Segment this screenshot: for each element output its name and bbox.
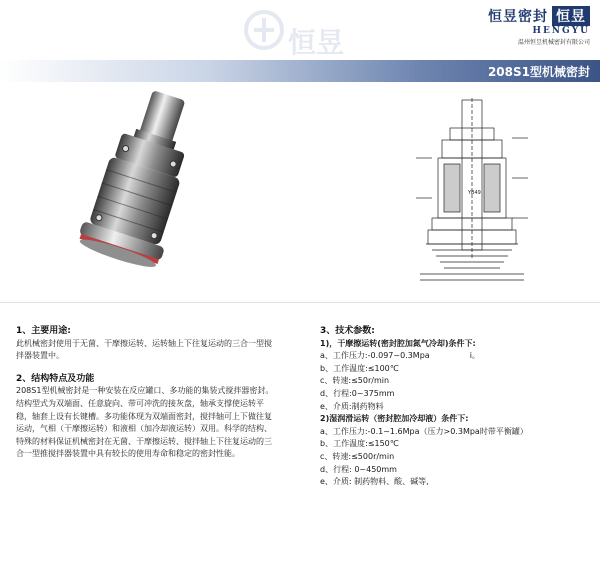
brand-name-en: HENGYU <box>532 26 590 36</box>
dry-spec-item: a、工作压力:-0.097~0.3Mpa i。 <box>320 351 480 361</box>
features-heading: 2、结构特点及功能 <box>16 373 95 384</box>
product-photo <box>62 88 212 288</box>
usage-heading: 1、主要用途: <box>16 326 71 336</box>
dry-condition-heading: 1)，干摩擦运转(密封腔加氮气冷却)条件下: <box>320 338 476 348</box>
svg-text:恒昱: 恒昱 <box>288 26 345 59</box>
wet-spec-item: a、工作压力:-0.1~1.6Mpa（压力>0.3Mpa时带平衡罐） <box>320 426 528 436</box>
title-bar <box>0 60 600 82</box>
page-header <box>0 0 600 59</box>
usage-text: 此机械密封使用于无菌、干摩擦运转、运转轴上下往复运动的三合一型搅拌器装置中。 <box>16 338 272 361</box>
specs-heading: 3、技术参数: <box>320 326 375 336</box>
dry-spec-item: c、转速:≤50r/min <box>320 376 390 386</box>
brand-tag: 恒昱 <box>552 6 590 26</box>
brand-name-cn: 恒昱密封 <box>488 9 548 25</box>
product-title: 208S1型机械密封 <box>487 65 590 79</box>
dry-spec-item: e、介质:制药物料 <box>320 401 384 411</box>
technical-drawing <box>412 98 532 294</box>
wet-spec-item: e、介质: 制药物料、酸、碱等, <box>320 477 429 487</box>
brand-company: 温州恒昱机械密封有限公司 <box>517 39 590 46</box>
drawing-label: YB49 <box>468 190 481 196</box>
left-column <box>16 322 278 461</box>
section-divider <box>0 302 600 303</box>
dry-spec-item: b、工作温度:≤100℃ <box>320 363 399 373</box>
brand-logo <box>488 6 590 46</box>
right-column <box>320 322 590 489</box>
wet-spec-item: c、转速:≤500r/min <box>320 451 395 461</box>
wet-spec-item: b、工作温度:≤150℃ <box>320 439 399 449</box>
dry-spec-item: d、行程:0~375mm <box>320 388 395 398</box>
wet-condition-heading: 2)湿润滑运转（密封腔加冷却液）条件下: <box>320 414 469 424</box>
features-text: 208S1型机械密封是一种安装在反应罐口、多功能的集装式搅拌器密封。结构型式为双端面、任意旋向、带可冲洗的接灰盘，轴承支撑使运转平稳，轴套上设有长键槽。多功能体现为双端面密封，搅拌轴可上下做往复运动，气相（干摩擦运转）和液相（加冷却液运转）双用。科学的结构、特殊的材料保证机械密封在无菌、干摩擦运转、搅拌轴上下往复运动的三合一型推搅拌器装置中具有较长的使用寿命和稳定的密封性能。 <box>16 386 274 459</box>
wet-spec-item: d、行程: 0~450mm <box>320 464 397 474</box>
